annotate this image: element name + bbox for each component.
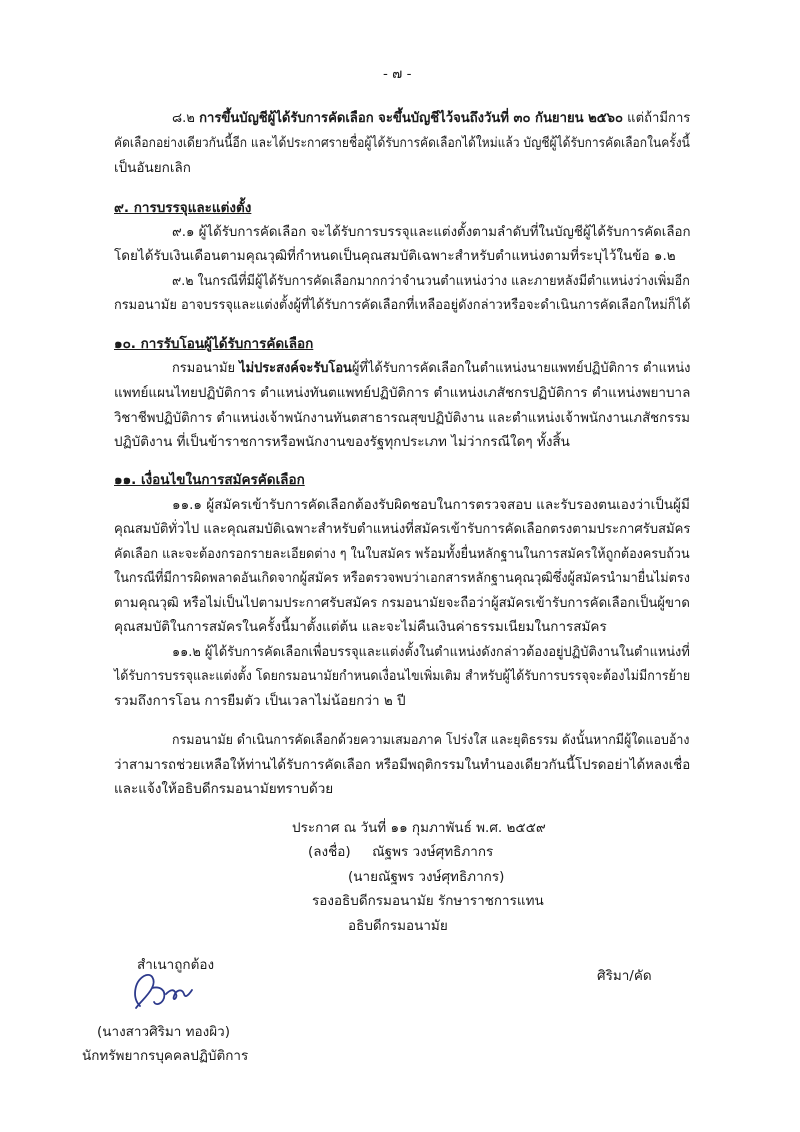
signatory-position-1: รองอธิบดีกรมอนามัย รักษาราชการแทน bbox=[312, 893, 544, 909]
section-11-2-line2: ได้รับการบรรจุและแต่งตั้ง โดยกรมอนามัยกำหนดเงื่อนไขเพิ่มเติม สำหรับผู้ได้รับการบรรจุจะต้องไม่มีการย้าย bbox=[114, 668, 691, 684]
section-8-2-line3: เป็นอันยกเลิก bbox=[114, 160, 191, 176]
certified-label: สำเนาถูกต้อง bbox=[137, 957, 215, 973]
section-11-1-line6: คุณสมบัติในการสมัครในครั้งนี้มาตั้งแต่ต้น และจะไม่คืนเงินค่าธรรมเนียมในการสมัคร bbox=[114, 619, 607, 635]
section-8-2-number: ๘.๒ bbox=[172, 110, 195, 126]
section-8-2-heading: การขึ้นบัญชีผู้ได้รับการคัดเลือก จะขึ้นบัญชีไว้จนถึงวันที่ ๓๐ กันยายน ๒๕๖๐ bbox=[199, 110, 623, 126]
section-9-2-line1: ๙.๒ ในกรณีที่มีผู้ได้รับการคัดเลือกมากกว่าจำนวนตำแหน่งว่าง และภายหลังมีตำแหน่งว่างเพิ่มอีก bbox=[172, 273, 690, 289]
signed-line bbox=[308, 842, 493, 862]
signatory-full-name: (นายณัฐพร วงษ์ศุทธิภากร) bbox=[348, 869, 505, 885]
closing-line2: ว่าสามารถช่วยเหลือให้ท่านได้รับการคัดเลือก หรือมีพฤติกรรมในทำนองเดียวกันนี้โปรดอย่าได้หลงเชื่อ bbox=[114, 757, 691, 773]
section-8-2-line1-tail: แต่ถ้ามีการ bbox=[627, 110, 691, 126]
section-9-1-line1: ๙.๑ ผู้ได้รับการคัดเลือก จะได้รับการบรรจุและแต่งตั้งตามลำดับที่ในบัญชีผู้ได้รับการคัดเลือก bbox=[172, 224, 691, 240]
announcement-date: ประกาศ ณ วันที่ ๑๑ กุมภาพันธ์ พ.ศ. ๒๕๕๙ bbox=[292, 820, 546, 836]
section-8-2-line2: คัดเลือกอย่างเดียวกันนี้อีก และได้ประกาศรายชื่อผู้ได้รับการคัดเลือกได้ใหม่แล้ว บัญชีผู้ได้รับการคัดเลือกในครั้งนี้ bbox=[114, 135, 690, 151]
page-number: - ๗ - bbox=[383, 66, 412, 82]
section-10-heading: ๑๐. การรับโอนผู้ได้รับการคัดเลือก bbox=[114, 336, 314, 352]
section-11-1-line4: ในกรณีที่มีการผิดพลาดอันเกิดจากผู้สมัคร หรือตรวจพบว่าเอกสารหลักฐานคุณวุฒิซึ่งผู้สมัครนำมายื่นไม่ตรง bbox=[114, 570, 690, 586]
section-10-line4: ปฏิบัติงาน ที่เป็นข้าราชการหรือพนักงานของรัฐทุกประเภท ไม่ว่ากรณีใดๆ ทั้งสิ้น bbox=[114, 434, 570, 450]
signed-label: (ลงชื่อ) bbox=[308, 844, 351, 860]
handwritten-signature bbox=[122, 968, 202, 1018]
section-8-2-line1 bbox=[172, 108, 690, 128]
section-11-1-line1: ๑๑.๑ ผู้สมัครเข้ารับการคัดเลือกต้องรับผิดชอบในการตรวจสอบ และรับรองตนเองว่าเป็นผู้มี bbox=[172, 497, 690, 513]
signed-name: ณัฐพร วงษ์ศุทธิภากร bbox=[372, 844, 494, 860]
certified-position: นักทรัพยากรบุคคลปฏิบัติการ bbox=[82, 1048, 249, 1064]
section-11-heading: ๑๑. เงื่อนไขในการสมัครคัดเลือก bbox=[114, 472, 305, 488]
section-10-line1-bold: ไม่ประสงค์จะรับโอน bbox=[239, 360, 352, 376]
section-10-line2: แพทย์แผนไทยปฏิบัติการ ตำแหน่งทันตแพทย์ปฏิบัติการ ตำแหน่งเภสัชกรปฏิบัติการ ตำแหน่งพยาบาล bbox=[114, 385, 691, 401]
section-11-2-line1: ๑๑.๒ ผู้ได้รับการคัดเลือกเพื่อบรรจุและแต่งตั้งในตำแหน่งดังกล่าวต้องอยู่ปฏิบัติงานในตำแหน่งที่ bbox=[172, 644, 690, 660]
section-10-line1-post: ผู้ที่ได้รับการคัดเลือกในตำแหน่งนายแพทย์ปฏิบัติการ ตำแหน่ง bbox=[351, 360, 691, 376]
closing-line3: และแจ้งให้อธิบดีกรมอนามัยทราบด้วย bbox=[114, 781, 334, 797]
signatory-position-2: อธิบดีกรมอนามัย bbox=[348, 918, 448, 934]
section-9-1-line2: โดยได้รับเงินเดือนตามคุณวุฒิที่กำหนดเป็นคุณสมบัติเฉพาะสำหรับตำแหน่งตามที่ระบุไว้ในข้อ ๑.๒ bbox=[114, 248, 676, 264]
section-9-heading: ๙. การบรรจุและแต่งตั้ง bbox=[114, 200, 252, 216]
section-10-line3: วิชาชีพปฏิบัติการ ตำแหน่งเจ้าพนักงานทันตสาธารณสุขปฏิบัติงาน และตำแหน่งเจ้าพนักงานเภสัชกรรม bbox=[114, 410, 691, 426]
section-11-1-line3: คัดเลือก และจะต้องกรอกรายละเอียดต่าง ๆ ในใบสมัคร พร้อมทั้งยื่นหลักฐานในการสมัครให้ถูกต้องครบถ้วน bbox=[114, 546, 690, 562]
section-11-2-line3: รวมถึงการโอน การยืมตัว เป็นเวลาไม่น้อยกว่า ๒ ปี bbox=[114, 693, 406, 709]
section-11-1-line2: คุณสมบัติทั่วไป และคุณสมบัติเฉพาะสำหรับตำแหน่งที่สมัครเข้ารับการคัดเลือกตรงตามประกาศรับสมัคร bbox=[114, 521, 691, 537]
closing-line1: กรมอนามัย ดำเนินการคัดเลือกด้วยความเสมอภาค โปร่งใส และยุติธรรม ดังนั้นหากมีผู้ใดแอบอ้าง bbox=[172, 732, 690, 748]
certified-name: (นางสาวศิริมา ทองผิว) bbox=[97, 1024, 231, 1040]
section-10-line1 bbox=[172, 358, 690, 378]
section-9-2-line2: กรมอนามัย อาจบรรจุและแต่งตั้งผู้ที่ได้รับการคัดเลือกที่เหลืออยู่ดังกล่าวหรือจะดำเนินการคัดเลือกใหม่ก็ได้ bbox=[114, 297, 691, 313]
section-10-line1-pre: กรมอนามัย bbox=[172, 360, 240, 376]
section-11-1-line5: ตามคุณวุฒิ หรือไม่เป็นไปตามประกาศรับสมัคร กรมอนามัยจะถือว่าผู้สมัครเข้ารับการคัดเลือกเป็นผู้ขาด bbox=[114, 595, 690, 611]
typist-mark: ศิริมา/คัด bbox=[597, 968, 652, 984]
